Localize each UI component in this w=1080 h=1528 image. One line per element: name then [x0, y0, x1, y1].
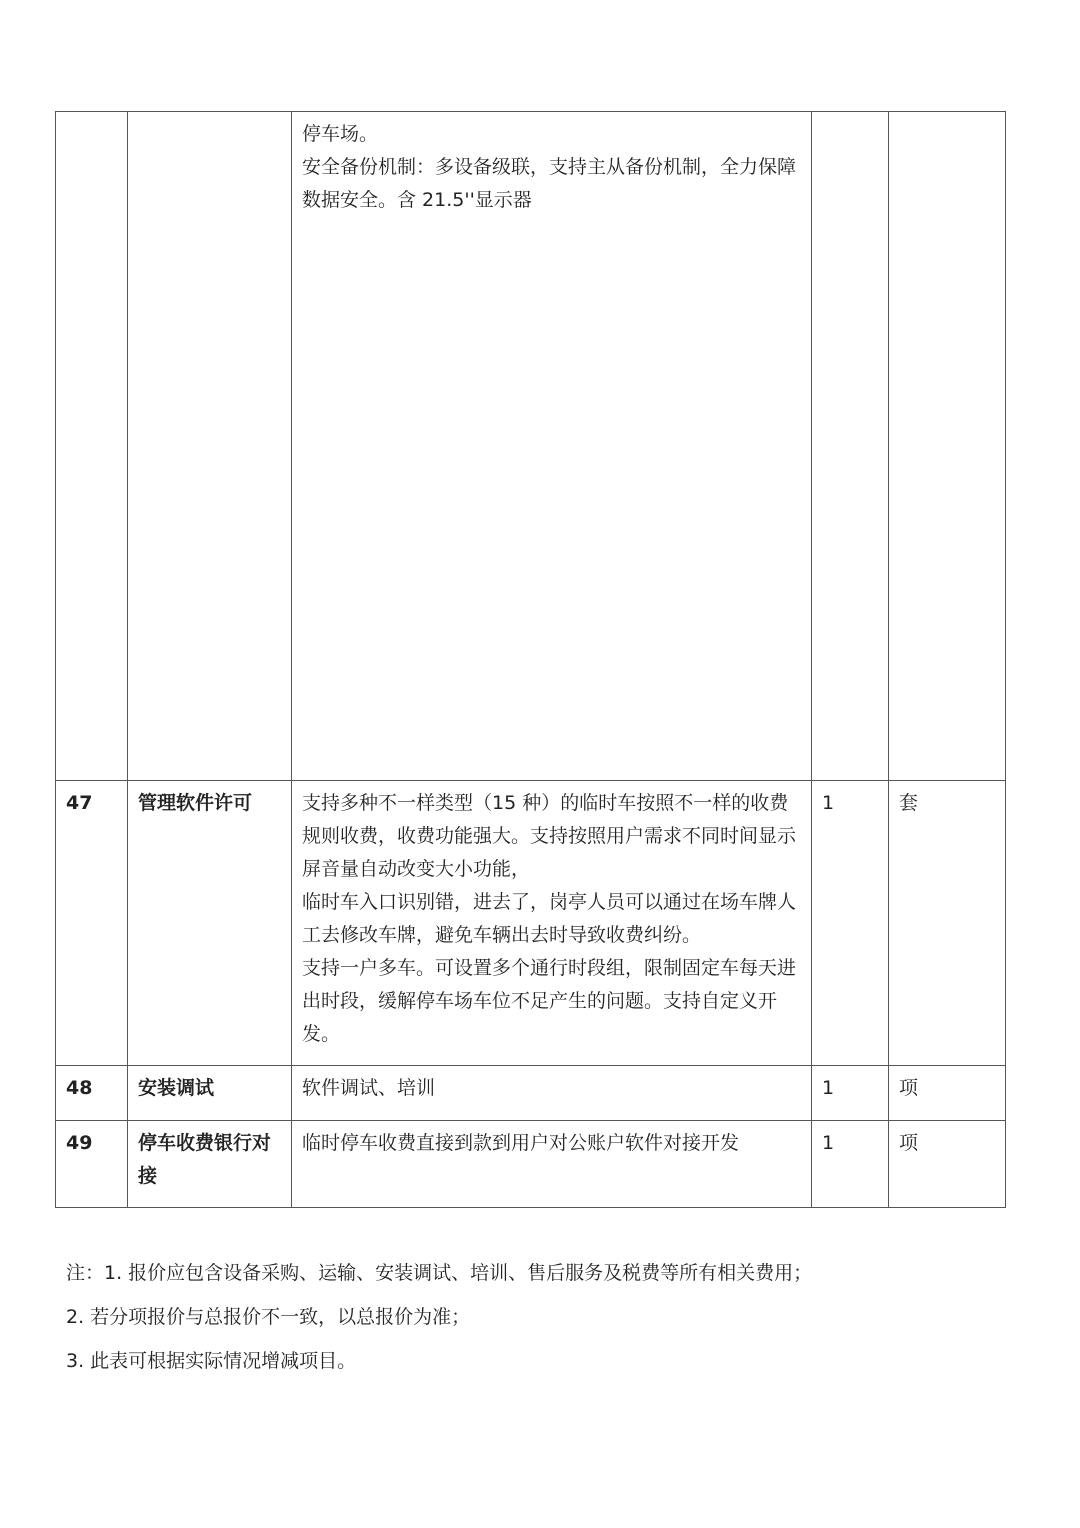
item-number: 49 [56, 1121, 128, 1208]
description-line: 临时停车收费直接到款到用户对公账户软件对接开发 [302, 1132, 740, 1154]
item-description [292, 781, 812, 1066]
item-number: 48 [56, 1066, 128, 1121]
table-row [56, 1066, 1006, 1121]
spec-table [55, 111, 1006, 1208]
item-quantity: 1 [812, 1121, 889, 1208]
description-line: 支持一户多车。可设置多个通行时段组，限制固定车每天进出时段，缓解停车场车位不足产生的问题。支持自定义开发。 [302, 957, 797, 1045]
table-row [56, 1121, 1006, 1208]
item-number [56, 112, 128, 781]
item-name: 停车收费银行对接 [128, 1121, 292, 1208]
item-description [292, 1121, 812, 1208]
item-unit: 套 [889, 781, 1006, 1066]
description-line: 停车场。 [302, 123, 379, 145]
item-name [128, 112, 292, 781]
item-description [292, 1066, 812, 1121]
note-line: 2. 若分项报价与总报价不一致，以总报价为准； [66, 1306, 471, 1328]
notes-section [66, 1262, 1006, 1394]
item-name: 管理软件许可 [128, 781, 292, 1066]
table-row [56, 112, 1006, 781]
description-line: 安全备份机制：多设备级联，支持主从备份机制，全力保障数据安全。含 21.5''显示器 [302, 156, 797, 211]
item-unit: 项 [889, 1066, 1006, 1121]
item-quantity: 1 [812, 1066, 889, 1121]
item-description [292, 112, 812, 781]
item-quantity: 1 [812, 781, 889, 1066]
item-number: 47 [56, 781, 128, 1066]
item-name: 安装调试 [128, 1066, 292, 1121]
table-row [56, 781, 1006, 1066]
item-unit: 项 [889, 1121, 1006, 1208]
note-line: 注：1. 报价应包含设备采购、运输、安装调试、培训、售后服务及税费等所有相关费用； [66, 1262, 813, 1284]
item-unit [889, 112, 1006, 781]
note-line: 3. 此表可根据实际情况增减项目。 [66, 1350, 357, 1372]
description-line: 临时车入口识别错，进去了，岗亭人员可以通过在场车牌人工去修改车牌，避免车辆出去时导致收费纠纷。 [302, 891, 797, 946]
description-line: 支持多种不一样类型（15 种）的临时车按照不一样的收费规则收费，收费功能强大。支持按照用户需求不同时间显示屏音量自动改变大小功能， [302, 792, 797, 880]
description-line: 软件调试、培训 [302, 1077, 436, 1099]
item-quantity [812, 112, 889, 781]
